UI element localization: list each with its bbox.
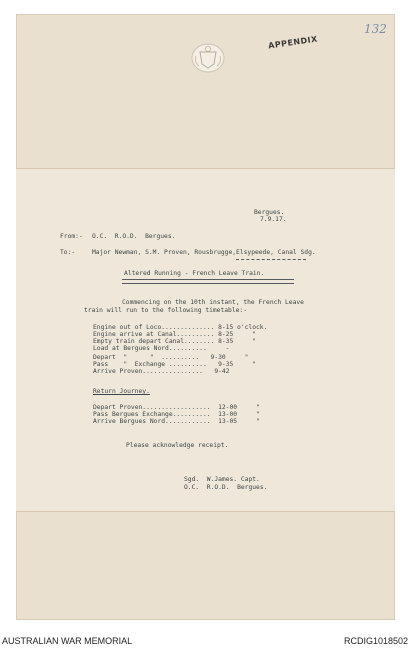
intro-line-2: train will run to the following timetable:- bbox=[84, 307, 248, 314]
footer-record-id: RCDIG1018502 bbox=[343, 636, 408, 646]
subject-line: Altered Running - French Leave Train. bbox=[124, 270, 265, 277]
intro-line-1: Commencing on the 10th instant, the French Leave bbox=[122, 299, 304, 306]
letter-date: 7.9.17. bbox=[260, 216, 287, 223]
return-timetable-row: Arrive Bergues Nord............ 13-05 " bbox=[93, 418, 260, 425]
subject-double-rule bbox=[122, 279, 294, 284]
return-journey-heading: Return Journey. bbox=[93, 388, 150, 395]
timetable-row: Empty train depart Canal........ 8-35 " bbox=[93, 338, 257, 345]
timetable-row: Pass " Exchange .......... 9-35 " bbox=[93, 361, 257, 368]
return-timetable-row: Pass Bergues Exchange.......... 13-00 " bbox=[93, 411, 260, 418]
footer-credit: AUSTRALIAN WAR MEMORIAL bbox=[2, 636, 133, 646]
signature-line-1: Sgd. W.James. Capt. bbox=[184, 476, 260, 483]
acknowledge-line: Please acknowledge receipt. bbox=[126, 442, 229, 449]
timetable-row: Depart " " .......... 9-30 " bbox=[93, 354, 249, 361]
timetable-row: Arrive Proven................ 9-42 bbox=[93, 368, 230, 375]
embossed-crest-icon bbox=[190, 42, 226, 74]
from-value: O.C. R.O.D. Bergues. bbox=[92, 233, 176, 240]
archive-page-number: 132 bbox=[364, 22, 387, 36]
to-label: To:- bbox=[60, 249, 76, 256]
timetable-row: Engine arrive at Canal.......... 8-25 " bbox=[93, 331, 257, 338]
timetable-row: Load at Bergues Nord.......... - bbox=[93, 345, 230, 352]
appendix-stamp: APPENDIX bbox=[267, 34, 319, 51]
from-label: From:- bbox=[60, 233, 83, 240]
to-value: Major Newman, S.M. Proven, Rousbrugge,Elsypeede, Canal Sdg. bbox=[92, 249, 316, 256]
signature-line-2: O.C. R.O.D. Bergues. bbox=[184, 484, 268, 491]
timetable-row: Engine out of Loco.............. 8-15 o'clock. bbox=[93, 324, 268, 331]
to-underline bbox=[236, 259, 306, 260]
letter-place: Bergues. bbox=[254, 209, 285, 216]
return-timetable-row: Depart Proven.................. 12-00 " bbox=[93, 404, 260, 411]
